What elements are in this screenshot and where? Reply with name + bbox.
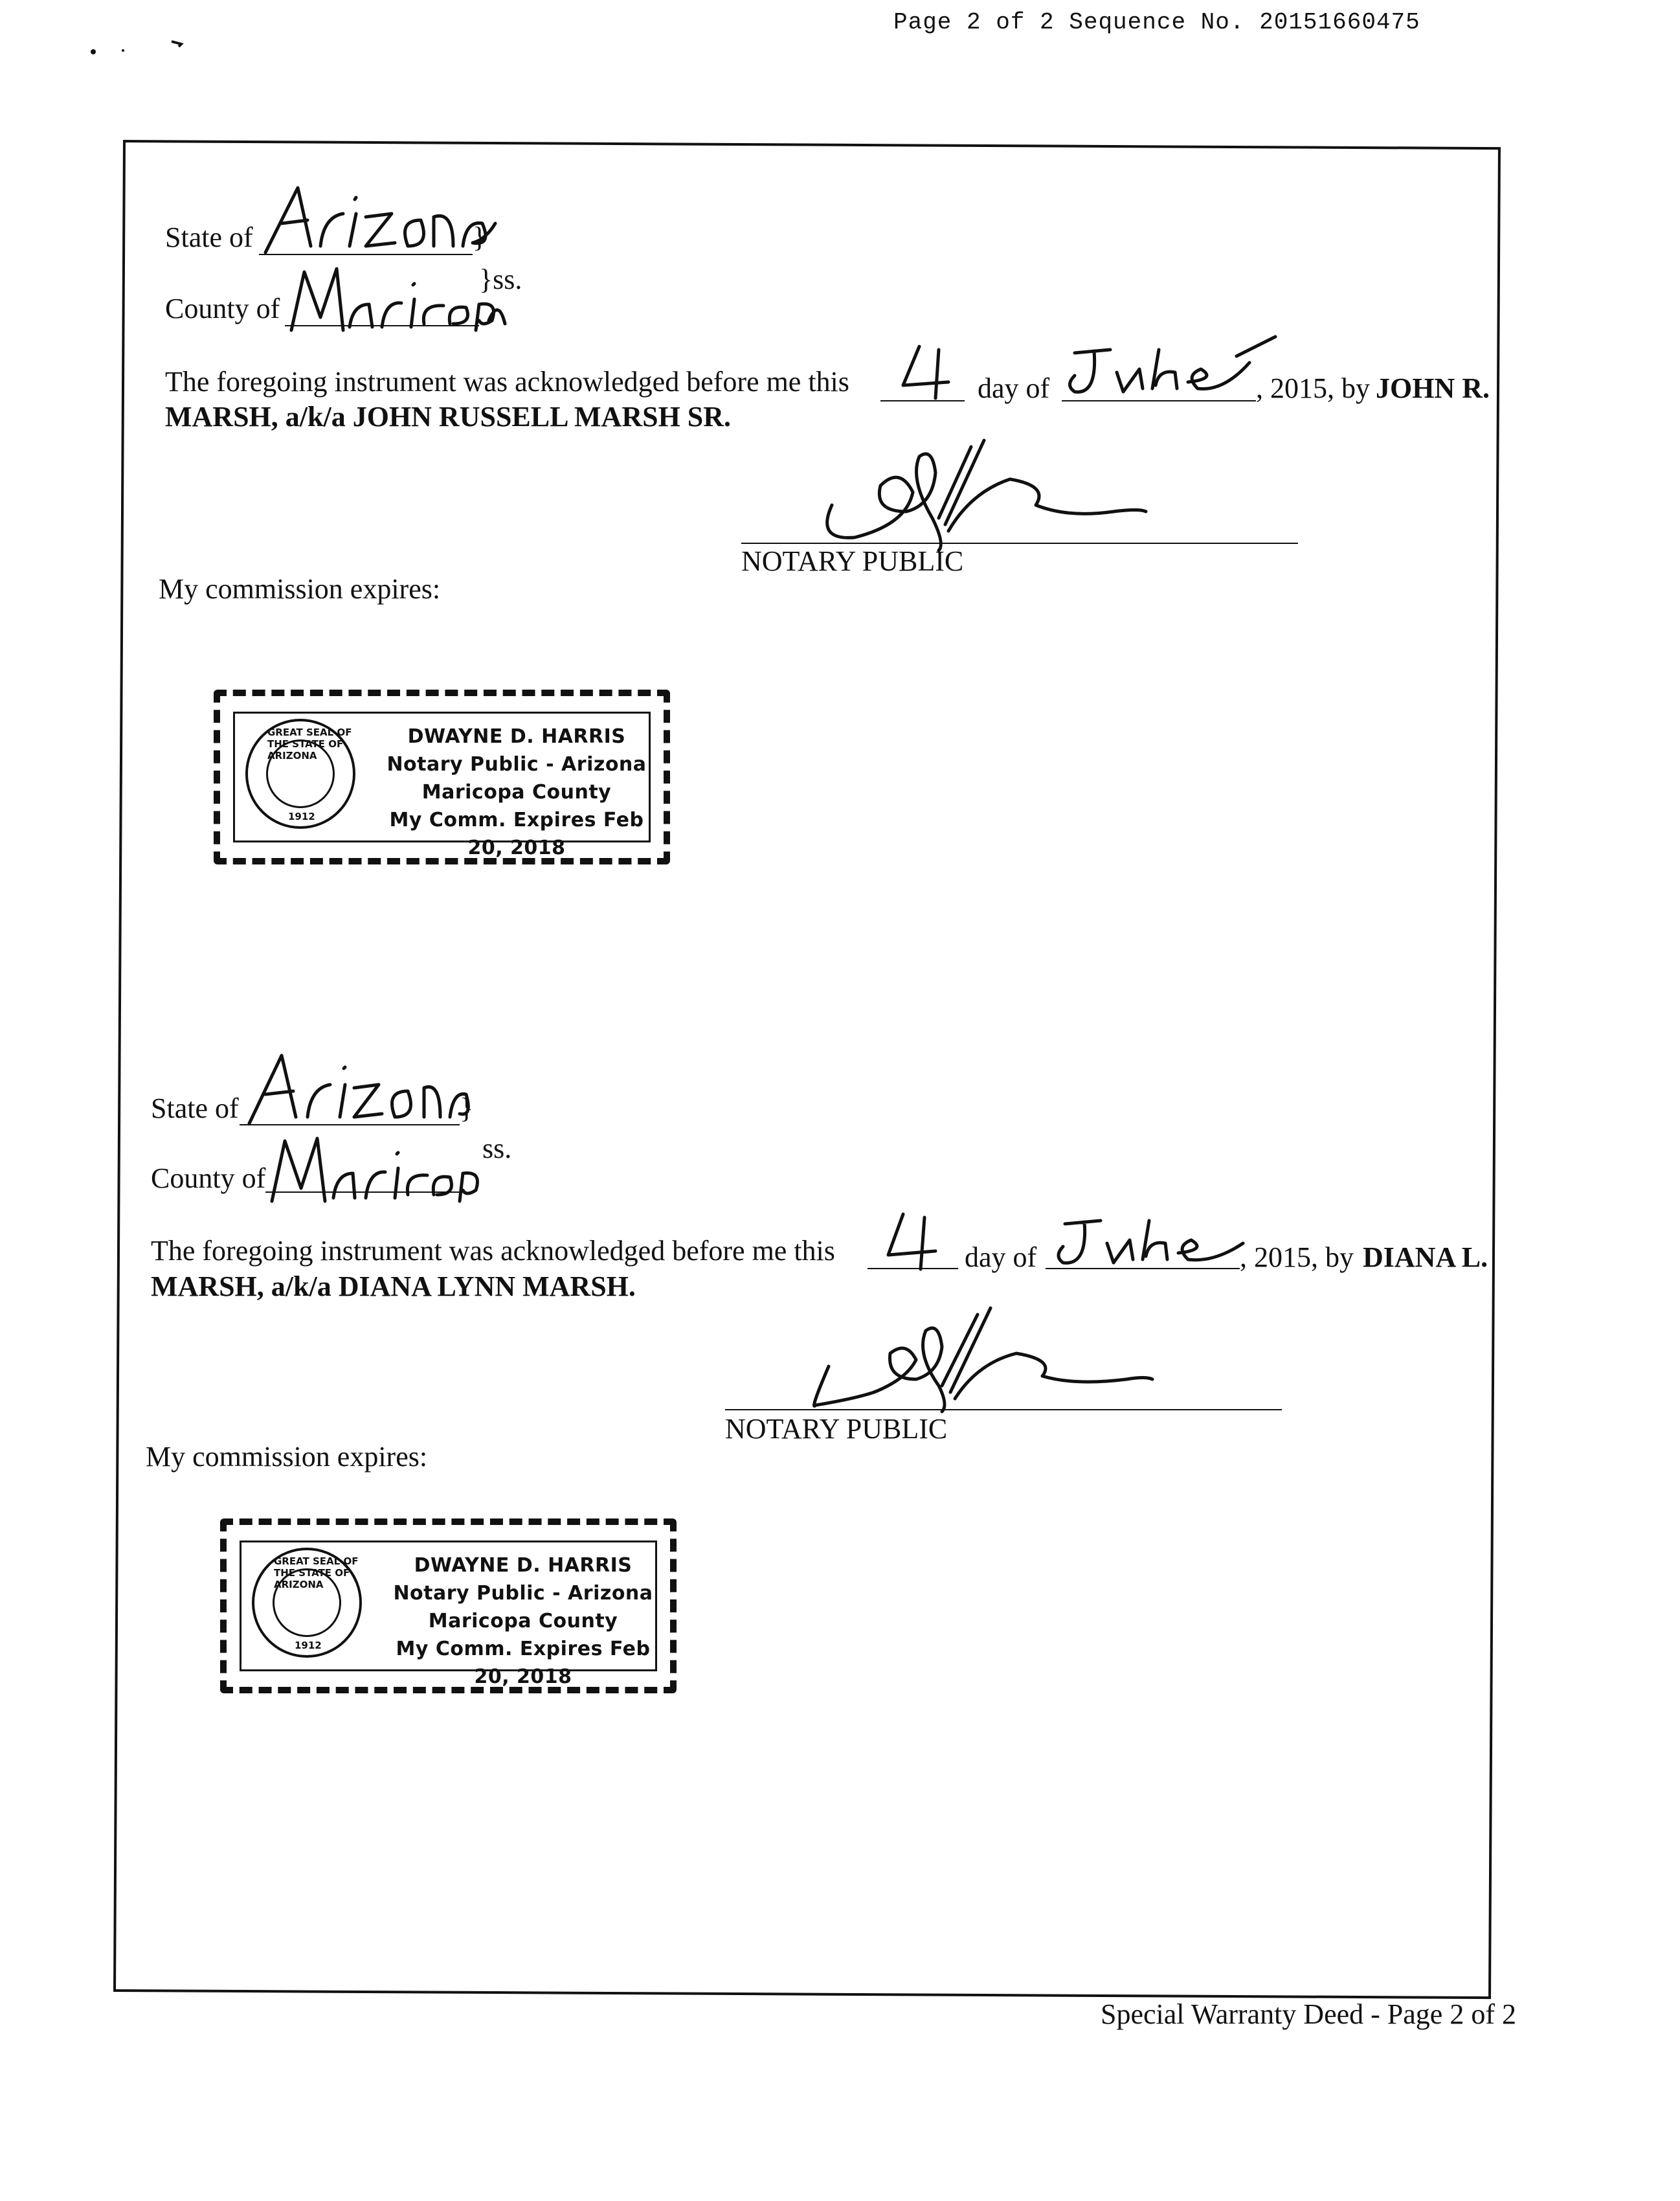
- notary-signature-line: [741, 543, 1298, 544]
- notary-public-label: NOTARY PUBLIC: [741, 545, 964, 577]
- state-brace: }: [473, 221, 487, 253]
- notary-signature: [777, 1295, 1204, 1425]
- notary-stamp-frame: [240, 1541, 657, 1688]
- commission-expires-label: My commission expires:: [159, 573, 441, 605]
- seal-text: GREAT SEAL OF THE STATE OF ARIZONA: [274, 1555, 359, 1590]
- stamp-notary-title: Notary Public - Arizona: [393, 1582, 653, 1605]
- seal-year: 1912: [295, 1640, 322, 1651]
- stamp-expiration: My Comm. Expires Feb 20, 2018: [389, 809, 644, 859]
- notary-signature-line: [725, 1409, 1282, 1410]
- stamp-county: Maricopa County: [428, 1610, 618, 1632]
- year-label: , 2015, by: [1256, 372, 1370, 404]
- ss-mark: }ss.: [479, 264, 522, 295]
- ss-mark: ss.: [482, 1133, 512, 1164]
- principal-name-line2: MARSH, a/k/a JOHN RUSSELL MARSH SR.: [165, 401, 732, 433]
- seal-text: GREAT SEAL OF THE STATE OF ARIZONA: [267, 727, 352, 762]
- state-handwritten-arizona: [243, 1043, 476, 1130]
- scan-specks: [84, 32, 214, 58]
- state-label: State of: [165, 221, 253, 253]
- month-handwritten: [1062, 324, 1282, 408]
- day-handwritten: [880, 1204, 958, 1276]
- ack-text: The foregoing instrument was acknowledged before me this: [151, 1235, 835, 1267]
- commission-expires-label: My commission expires:: [146, 1441, 428, 1473]
- county-handwritten-maricopa: [265, 1127, 492, 1208]
- stamp-expiration: My Comm. Expires Feb 20, 2018: [396, 1638, 651, 1688]
- state-underline: [259, 254, 473, 255]
- state-label: State of: [151, 1092, 239, 1124]
- notary-public-label: NOTARY PUBLIC: [725, 1413, 948, 1445]
- ack-text: The foregoing instrument was acknowledged before me this: [165, 366, 849, 398]
- county-label: County of: [151, 1162, 266, 1194]
- day-of-label: day of: [978, 372, 1050, 404]
- state-underline: [240, 1124, 460, 1125]
- notary-stamp: [220, 1518, 677, 1693]
- notary-stamp-frame: [233, 712, 651, 859]
- stamp-notary-name: DWAYNE D. HARRIS: [407, 725, 626, 748]
- principal-name-line2: MARSH, a/k/a DIANA LYNN MARSH.: [151, 1270, 636, 1302]
- seal-year: 1912: [288, 811, 315, 822]
- state-brace: }: [460, 1092, 474, 1124]
- page-sequence-header: Page 2 of 2 Sequence No. 20151660475: [893, 9, 1420, 36]
- day-of-label: day of: [965, 1241, 1037, 1273]
- county-label: County of: [165, 293, 280, 324]
- month-underline: [1062, 400, 1256, 401]
- notary-stamp: [214, 690, 670, 864]
- stamp-notary-name: DWAYNE D. HARRIS: [414, 1554, 633, 1577]
- day-underline: [868, 1268, 958, 1269]
- arizona-seal: [245, 719, 355, 829]
- stamp-notary-title: Notary Public - Arizona: [386, 753, 647, 776]
- principal-name-line1: JOHN R.: [1376, 372, 1490, 404]
- year-label: , 2015, by: [1240, 1241, 1354, 1273]
- county-underline: [285, 325, 479, 326]
- stamp-text: [381, 1552, 666, 1691]
- day-handwritten: [897, 337, 974, 401]
- state-handwritten-arizona: [259, 175, 505, 259]
- county-underline: [265, 1191, 466, 1193]
- notary-signature: [777, 427, 1217, 557]
- month-handwritten: [1049, 1198, 1262, 1276]
- month-underline: [1046, 1268, 1240, 1269]
- principal-name-line1: DIANA L.: [1363, 1241, 1488, 1273]
- day-underline: [880, 400, 965, 401]
- stamp-text: [374, 723, 659, 862]
- arizona-seal: [252, 1548, 362, 1658]
- stamp-county: Maricopa County: [421, 781, 612, 804]
- page-footer: Special Warranty Deed - Page 2 of 2: [1101, 1998, 1516, 2030]
